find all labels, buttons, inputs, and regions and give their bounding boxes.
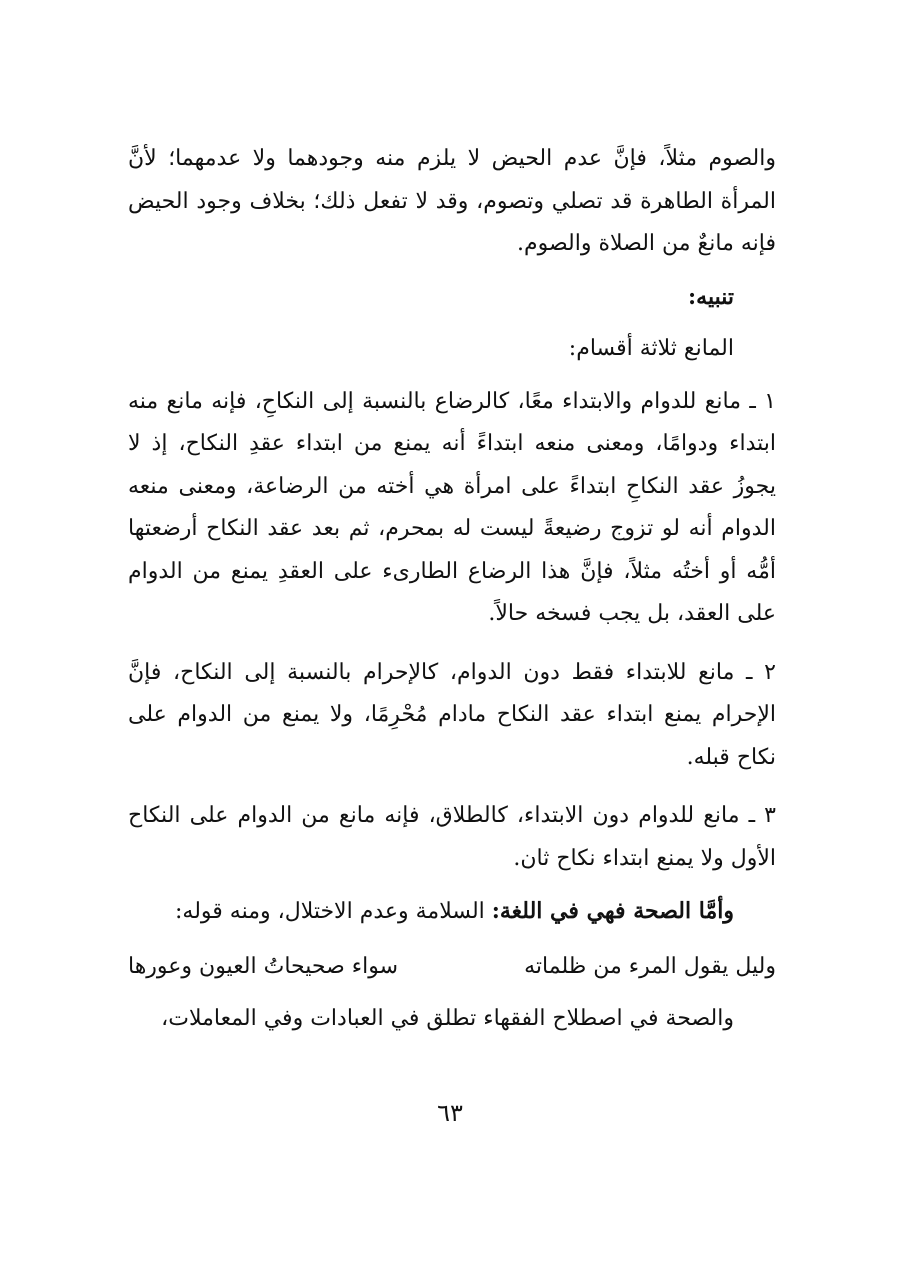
verse-first-hemistich: وليل يقول المرء من ظلماته — [524, 953, 776, 979]
paragraph-last: والصحة في اصطلاح الفقهاء تطلق في العبادات وفي المعاملات، — [161, 1006, 734, 1031]
page-body — [128, 138, 776, 1041]
sihha-definition — [128, 890, 776, 934]
sihha-term: وأمَّا الصحة فهي في اللغة: — [491, 898, 734, 924]
verse-second-hemistich: سواء صحيحاتُ العيون وعورها — [128, 953, 399, 979]
paragraph-intro: والصوم مثلاً، فإنَّ عدم الحيض لا يلزم منه وجودهما ولا عدمهما؛ لأنَّ المرأة الطاهرة قد تصلي وتصوم، وقد لا تفعل ذلك؛ بخلاف وجود الحيض فإنه مانعٌ من الصلاة والصوم. — [128, 146, 776, 256]
poetry-verse — [128, 946, 776, 989]
type-1-paragraph: ١ ـ مانع للدوام والابتداء معًا، كالرضاع بالنسبة إلى النكاحِ، فإنه مانع منه ابتداء ودوامًا، ومعنى منعه ابتداءً أنه يمنع من ابتداء عقدِ النكاح، إذ لا يجوزُ عقد النكاحِ ابتداءً على امرأة هي أخته من الرضاعة، ومعنى منعه الدوام أنه لو تزوج رضيعةً ليست له بمحرم، ثم بعد عقد النكاح أرضعتها أمُّه أو أختُه مثلاً، فإنَّ هذا الرضاع الطارىء على العقدِ يمنع من الدوام على العقد، بل يجب فسخه حالاً. — [128, 388, 776, 626]
type-2-paragraph: ٢ ـ مانع للابتداء فقط دون الدوام، كالإحرام بالنسبة إلى النكاح، فإنَّ الإحرام يمنع ابتداء عقد النكاح مادام مُحْرِمًا، ولا يمنع من الدوام على نكاح قبله. — [128, 659, 776, 770]
page-number: ٦٣ — [437, 1099, 463, 1127]
notice-heading: تنبيه: — [688, 283, 734, 310]
sihha-meaning: السلامة وعدم الاختلال، ومنه قوله: — [174, 899, 492, 924]
type-3-paragraph: ٣ ـ مانع للدوام دون الابتداء، كالطلاق، فإنه مانع من الدوام على النكاح الأول ولا يمنع ابتداء نكاح ثان. — [128, 803, 776, 871]
types-intro: المانع ثلاثة أقسام: — [568, 336, 734, 361]
